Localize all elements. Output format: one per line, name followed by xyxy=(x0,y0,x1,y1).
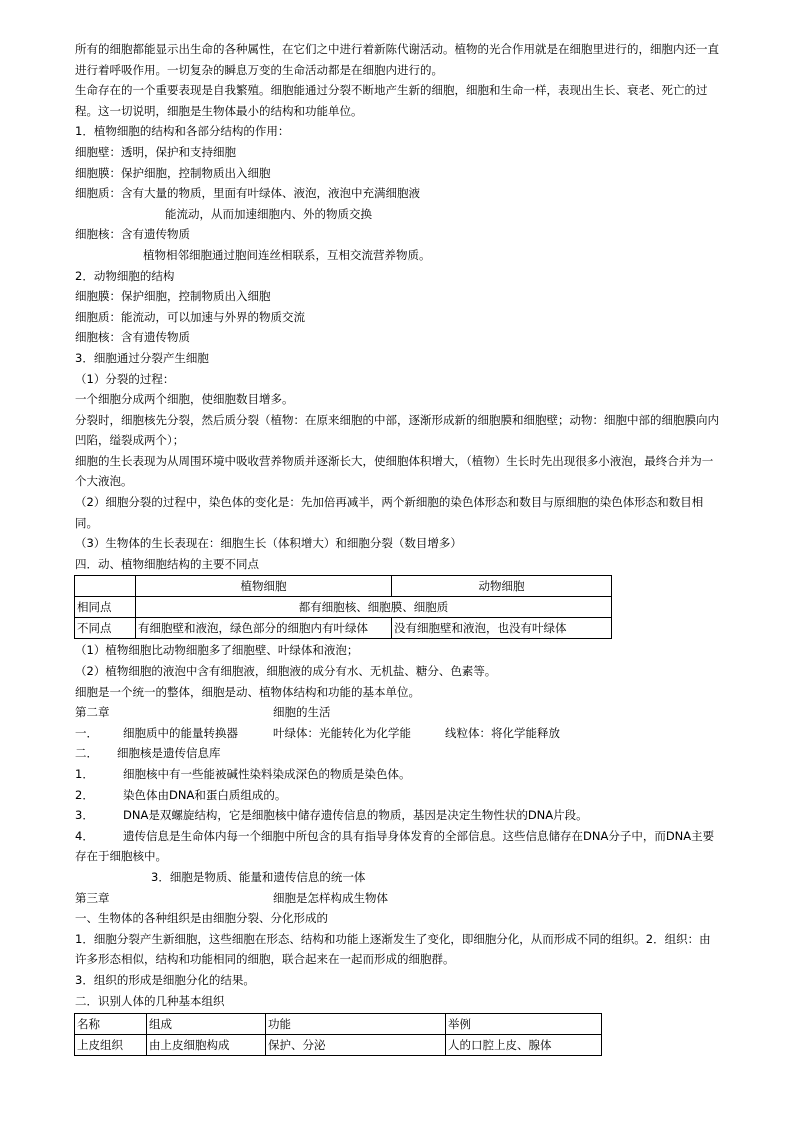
table-cell: 动物细胞 xyxy=(392,576,612,597)
item-number: 2． xyxy=(75,787,94,802)
sub-heading: 3．细胞是物质、能量和遗传信息的统一体 xyxy=(151,869,366,884)
list-item: 细胞膜：保护细胞，控制物质出入细胞 xyxy=(75,165,271,180)
table-cell: 人的口腔上皮、腺体 xyxy=(446,1035,602,1056)
table-cell: 有细胞壁和液泡，绿色部分的细胞内有叶绿体 xyxy=(136,618,392,639)
list-item xyxy=(75,764,720,785)
list-item: 细胞质：能流动，可以加速与外界的物质交流 xyxy=(75,309,305,324)
section-heading: 3．细胞通过分裂产生细胞 xyxy=(75,350,209,365)
list-item: 细胞质：含有大量的物质，里面有叶绿体、液泡，液泡中充满细胞液 xyxy=(75,186,420,201)
paragraph: 3．组织的形成是细胞分化的结果。 xyxy=(75,972,255,987)
table-cell: 组成 xyxy=(147,1014,266,1035)
list-item xyxy=(75,805,720,826)
table-cell: 相同点 xyxy=(75,597,136,618)
item-text: 细胞质中的能量转换器 xyxy=(123,725,238,740)
chapter-title: 细胞是怎样构成生物体 xyxy=(273,890,388,905)
chapter-title: 细胞的生活 xyxy=(273,705,331,720)
chapter-label: 第三章 xyxy=(75,890,110,905)
paragraph: 细胞是一个统一的整体，细胞是动、植物体结构和功能的基本单位。 xyxy=(75,684,420,699)
item-text: 细胞核是遗传信息库 xyxy=(117,746,221,761)
chapter-label: 第二章 xyxy=(75,705,110,720)
paragraph: 细胞的生长表现为从周围环境中吸收营养物质并逐渐长大，使细胞体积增大，（植物）生长时先出现很多小液泡，最终合并为一个大液泡。 xyxy=(75,453,714,489)
item-number: 二． xyxy=(75,746,98,761)
table-cell: 都有细胞核、细胞膜、细胞质 xyxy=(136,597,612,618)
list-item: 细胞膜：保护细胞，控制物质出入细胞 xyxy=(75,289,271,304)
list-item xyxy=(75,785,720,806)
table-header-row xyxy=(75,1014,602,1035)
table-cell: 功能 xyxy=(266,1014,446,1035)
table-cell xyxy=(75,576,136,597)
section-heading: 二．识别人体的几种基本组织 xyxy=(75,993,225,1008)
item-text: DNA是双螺旋结构，它是细胞核中储存遗传信息的物质，基因是决定生物性状的DNA片段。 xyxy=(123,808,588,823)
item-text: 遗传信息是生命体内每一个细胞中所包含的具有指导身体发育的全部信息。这些信息储存在DNA分子中，而DNA主要存在于细胞核中。 xyxy=(75,828,715,864)
paragraph: （2）细胞分裂的过程中，染色体的变化是：先加倍再减半，两个新细胞的染色体形态和数目与原细胞的染色体形态和数目相同。 xyxy=(75,495,704,530)
paragraph: 1．细胞分裂产生新细胞，这些细胞在形态、结构和功能上逐渐发生了变化，即细胞分化，从而形成不同的组织。2．组织：由许多形态相似，结构和功能相同的细胞，联合起来在一起而形成的细胞群。 xyxy=(75,931,711,967)
item-text: 叶绿体：光能转化为化学能 xyxy=(273,725,411,740)
item-number: 一． xyxy=(75,725,98,740)
paragraph: 所有的细胞都能显示出生命的各种属性，在它们之中进行着新陈代谢活动。植物的光合作用就是在细胞里进行的，细胞内还一直进行着呼吸作用。一切复杂的瞬息万变的生命活动都是在细胞内进行的。 xyxy=(75,42,719,77)
paragraph: （2）植物细胞的液泡中含有细胞液，细胞液的成分有水、无机盐、糖分、色素等。 xyxy=(75,664,497,679)
table-row xyxy=(75,597,612,618)
list-item xyxy=(75,743,720,764)
item-text: 线粒体：将化学能释放 xyxy=(445,725,560,740)
item-text: 染色体由DNA和蛋白质组成的。 xyxy=(123,787,287,802)
table-cell: 不同点 xyxy=(75,618,136,639)
tissue-table xyxy=(74,1013,602,1056)
item-number: 3． xyxy=(75,808,94,823)
table-row xyxy=(75,618,612,639)
item-text: 细胞核中有一些能被碱性染料染成深色的物质是染色体。 xyxy=(123,767,411,781)
document-page xyxy=(75,39,720,1056)
table-cell: 上皮组织 xyxy=(75,1035,147,1056)
list-item xyxy=(75,826,720,867)
table-cell: 名称 xyxy=(75,1014,147,1035)
paragraph: 分裂时，细胞核先分裂，然后质分裂（植物：在原来细胞的中部，逐渐形成新的细胞膜和细胞壁；动物：细胞中部的细胞膜向内凹陷，缢裂成两个）； xyxy=(75,412,719,448)
table-cell: 植物细胞 xyxy=(136,576,392,597)
table-cell: 没有细胞壁和液泡，也没有叶绿体 xyxy=(392,618,612,639)
table-row xyxy=(75,1035,602,1056)
section-heading: 一、生物体的各种组织是由细胞分裂、分化形成的 xyxy=(75,911,328,926)
paragraph: 生命存在的一个重要表现是自我繁殖。细胞能通过分裂不断地产生新的细胞，细胞和生命一样，表现出生长、衰老、死亡的过程。这一切说明，细胞是生物体最小的结构和功能单位。 xyxy=(75,83,708,118)
list-item: 细胞壁：透明，保护和支持细胞 xyxy=(75,144,236,159)
chapter-heading xyxy=(75,888,720,909)
list-item xyxy=(75,723,720,744)
list-item: 细胞核：含有遗传物质 xyxy=(75,227,190,242)
comparison-table xyxy=(74,575,612,639)
table-cell: 由上皮细胞构成 xyxy=(147,1035,266,1056)
sub-heading: （1）分裂的过程： xyxy=(75,371,175,386)
section-heading: 1．植物细胞的结构和各部分结构的作用： xyxy=(75,124,290,139)
list-item-continuation: 植物相邻细胞通过胞间连丝相联系，互相交流营养物质。 xyxy=(143,247,431,262)
item-number: 4． xyxy=(75,828,94,843)
paragraph: （1）植物细胞比动物细胞多了细胞壁、叶绿体和液泡； xyxy=(75,643,359,658)
paragraph: （3）生物体的生长表现在：细胞生长（体积增大）和细胞分裂（数目增多） xyxy=(75,536,462,551)
list-item: 细胞核：含有遗传物质 xyxy=(75,330,190,345)
section-heading: 四．动、植物细胞结构的主要不同点 xyxy=(75,556,259,571)
list-item-continuation: 能流动，从而加速细胞内、外的物质交换 xyxy=(165,206,372,221)
item-number: 1． xyxy=(75,767,94,781)
paragraph: 一个细胞分成两个细胞，使细胞数目增多。 xyxy=(75,392,294,407)
table-cell: 举例 xyxy=(446,1014,602,1035)
section-heading: 2．动物细胞的结构 xyxy=(75,268,175,283)
chapter-heading xyxy=(75,702,720,723)
table-header-row xyxy=(75,576,612,597)
table-cell: 保护、分泌 xyxy=(266,1035,446,1056)
